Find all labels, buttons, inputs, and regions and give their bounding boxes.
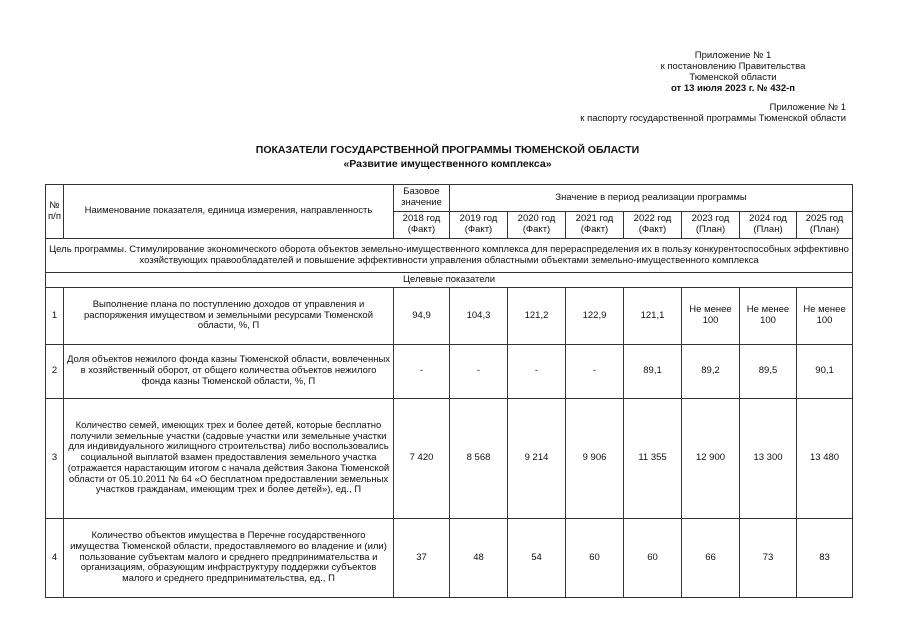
- indicator-value: 89,5: [740, 345, 797, 399]
- indicator-value: 54: [508, 519, 566, 598]
- title-line: ПОКАЗАТЕЛИ ГОСУДАРСТВЕННОЙ ПРОГРАММЫ ТЮМЕНСКОЙ ОБЛАСТИ: [255, 144, 640, 156]
- document-title: [45, 143, 850, 171]
- indicator-value: 73: [740, 519, 797, 598]
- annex-line: к паспорту государственной программы Тюменской области: [580, 113, 846, 124]
- indicator-value: -: [508, 345, 566, 399]
- indicator-value: 121,2: [508, 288, 566, 345]
- annex-header: [620, 50, 846, 94]
- indicator-name: Выполнение плана по поступлению доходов от управления и распоряжения имуществом и земельными ресурсами Тюменской области, %, П: [64, 288, 394, 345]
- indicator-value: 13 480: [797, 399, 853, 519]
- row-num: 2: [46, 345, 64, 399]
- header-name: Наименование показателя, единица измерения, направленность: [64, 185, 394, 239]
- row-num: 1: [46, 288, 64, 345]
- header-year: 2020 год (Факт): [508, 212, 566, 239]
- indicator-value: 48: [450, 519, 508, 598]
- indicator-value: 122,9: [566, 288, 624, 345]
- indicator-value: 90,1: [797, 345, 853, 399]
- indicator-value: 89,1: [624, 345, 682, 399]
- indicator-value: 104,3: [450, 288, 508, 345]
- indicator-name: Количество семей, имеющих трех и более детей, которые бесплатно получили земельные участки (садовые участки или земельные участки для индивидуального жилищного строительства) либо воспользовались социальной выплатой взамен предоставления земельного участка (отражается нарастающим итогом с начала действия Закона Тюменской области от 05.10.2011 № 64 «О бесплатном предоставлении земельных участков гражданам, имеющим трех и более детей»), ед., П: [64, 399, 394, 519]
- annex-passport-header: [480, 102, 846, 124]
- table-row: [46, 399, 853, 519]
- header-year: 2025 год (План): [797, 212, 853, 239]
- program-goal: Цель программы. Стимулирование экономического оборота объектов земельно-имущественного комплекса для перераспределения их в пользу конкурентоспособных эффективно хозяйствующих правообладателей и повышение эффективности управления областными объектами земельно-имущественного комплекса: [46, 239, 853, 273]
- indicator-value: 60: [624, 519, 682, 598]
- indicator-value: -: [566, 345, 624, 399]
- indicator-value: Не менее 100: [682, 288, 740, 345]
- indicator-value: 8 568: [450, 399, 508, 519]
- header-num: № п/п: [46, 185, 64, 239]
- indicator-value: 7 420: [394, 399, 450, 519]
- subtitle-line: «Развитие имущественного комплекса»: [343, 158, 552, 170]
- indicator-value: -: [450, 345, 508, 399]
- row-num: 3: [46, 399, 64, 519]
- header-base: Базовое значение: [394, 185, 450, 212]
- header-year: 2018 год (Факт): [394, 212, 450, 239]
- header-year: 2022 год (Факт): [624, 212, 682, 239]
- indicator-value: 37: [394, 519, 450, 598]
- table-row: [46, 288, 853, 345]
- indicator-value: 89,2: [682, 345, 740, 399]
- indicator-value: 66: [682, 519, 740, 598]
- header-year: 2021 год (Факт): [566, 212, 624, 239]
- goal-row: [46, 239, 853, 273]
- subheader-row: [46, 273, 853, 288]
- annex-date-line: от 13 июля 2023 г. № 432-п: [670, 83, 796, 94]
- indicator-value: Не менее 100: [740, 288, 797, 345]
- annex-line: к постановлению Правительства: [660, 61, 806, 72]
- indicator-name: Доля объектов нежилого фонда казны Тюменской области, вовлеченных в хозяйственный оборот, от общего количества объектов нежилого фонда казны Тюменской области, %, П: [64, 345, 394, 399]
- indicator-value: 121,1: [624, 288, 682, 345]
- annex-line: Тюменской области: [689, 72, 777, 83]
- indicator-value: 94,9: [394, 288, 450, 345]
- indicator-value: Не менее 100: [797, 288, 853, 345]
- header-year: 2019 год (Факт): [450, 212, 508, 239]
- header-year: 2023 год (План): [682, 212, 740, 239]
- table-header-row: [46, 185, 853, 212]
- indicator-value: 11 355: [624, 399, 682, 519]
- indicator-value: 83: [797, 519, 853, 598]
- annex-line: Приложение № 1: [769, 102, 846, 113]
- indicator-value: 13 300: [740, 399, 797, 519]
- header-year: 2024 год (План): [740, 212, 797, 239]
- target-indicators-label: Целевые показатели: [46, 273, 853, 288]
- indicator-value: 12 900: [682, 399, 740, 519]
- header-period: Значение в период реализации программы: [450, 185, 853, 212]
- indicator-value: 9 214: [508, 399, 566, 519]
- table-row: [46, 519, 853, 598]
- row-num: 4: [46, 519, 64, 598]
- indicators-table: [45, 184, 853, 598]
- indicator-value: 60: [566, 519, 624, 598]
- indicator-value: -: [394, 345, 450, 399]
- annex-line: Приложение № 1: [694, 50, 772, 61]
- indicator-name: Количество объектов имущества в Перечне государственного имущества Тюменской области, предоставляемого во владение и (или) пользование субъектам малого и среднего предпринимательства и организациям, образующим инфраструктуру поддержки субъектов малого и среднего предпринимательства, ед., П: [64, 519, 394, 598]
- indicator-value: 9 906: [566, 399, 624, 519]
- table-row: [46, 345, 853, 399]
